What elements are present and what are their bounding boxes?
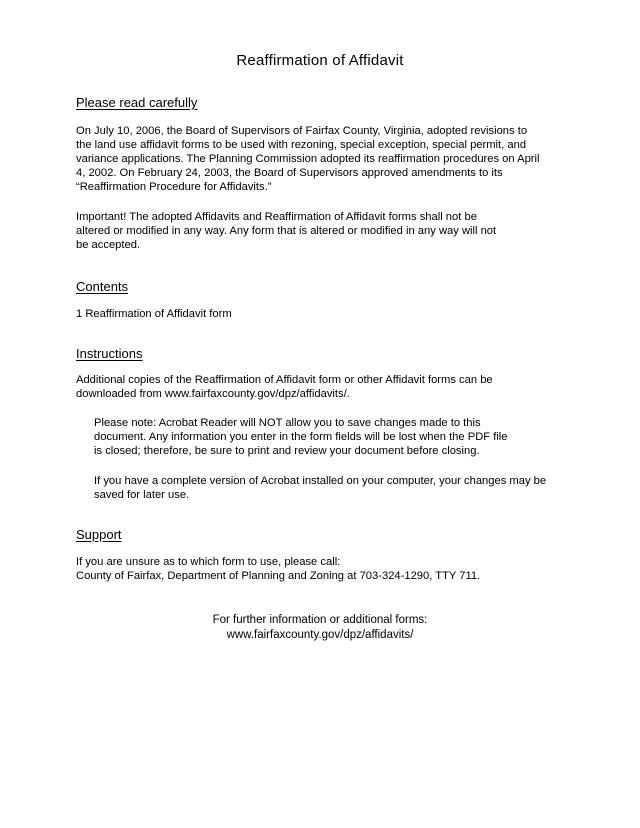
important-paragraph xyxy=(76,210,566,252)
text-line: altered or modified in any way. Any form that is altered or modified in any way will not xyxy=(76,225,497,237)
text-line: County of Fairfax, Department of Planning and Zoning at 703-324-1290, TTY 711. xyxy=(76,570,481,582)
acrobat-reader-note xyxy=(94,416,572,458)
text-line: Please note: Acrobat Reader will NOT allow you to save changes made to this xyxy=(94,417,481,429)
text-line: be accepted. xyxy=(76,239,141,251)
text-line: “Reaffirmation Procedure for Affidavits.” xyxy=(76,181,272,193)
intro-paragraph xyxy=(76,124,566,194)
instructions-paragraph xyxy=(76,373,566,401)
contents-item: 1 Reaffirmation of Affidavit form xyxy=(76,308,232,320)
heading-support: Support xyxy=(76,527,122,542)
text-line: is closed; therefore, be sure to print and review your document before closing. xyxy=(94,445,480,457)
support-paragraph xyxy=(76,555,566,583)
text-line: saved for later use. xyxy=(94,489,190,501)
text-line: If you are unsure as to which form to use, please call: xyxy=(76,556,341,568)
footer-text: For further information or additional forms: xyxy=(212,614,428,626)
text-line: 4, 2002. On February 24, 2003, the Board of Supervisors approved amendments to its xyxy=(76,167,503,179)
page-title: Reaffirmation of Affidavit xyxy=(236,52,404,69)
text-line: Important! The adopted Affidavits and Reaffirmation of Affidavit forms shall not be xyxy=(76,211,477,223)
text-line: document. Any information you enter in the form fields will be lost when the PDF file xyxy=(94,431,508,443)
footer-info xyxy=(0,613,640,643)
heading-instructions: Instructions xyxy=(76,346,143,361)
heading-contents: Contents xyxy=(76,279,129,294)
footer-url-link[interactable]: www.fairfaxcounty.gov/dpz/affidavits/ xyxy=(226,629,414,641)
text-line: the land use affidavit forms to be used with rezoning, special exception, special permit, and xyxy=(76,139,527,151)
text-line: downloaded from www.fairfaxcounty.gov/dpz/affidavits/. xyxy=(76,388,350,400)
heading-please-read-carefully: Please read carefully xyxy=(76,95,198,110)
contents-list xyxy=(76,307,566,321)
text-line: variance applications. The Planning Commission adopted its reaffirmation procedures on April xyxy=(76,153,540,165)
text-line: If you have a complete version of Acrobat installed on your computer, your changes may be xyxy=(94,475,547,487)
text-line: On July 10, 2006, the Board of Supervisors of Fairfax County, Virginia, adopted revisions to xyxy=(76,125,528,137)
acrobat-full-note xyxy=(94,474,572,502)
text-line: Additional copies of the Reaffirmation of Affidavit form or other Affidavit forms can be xyxy=(76,374,493,386)
